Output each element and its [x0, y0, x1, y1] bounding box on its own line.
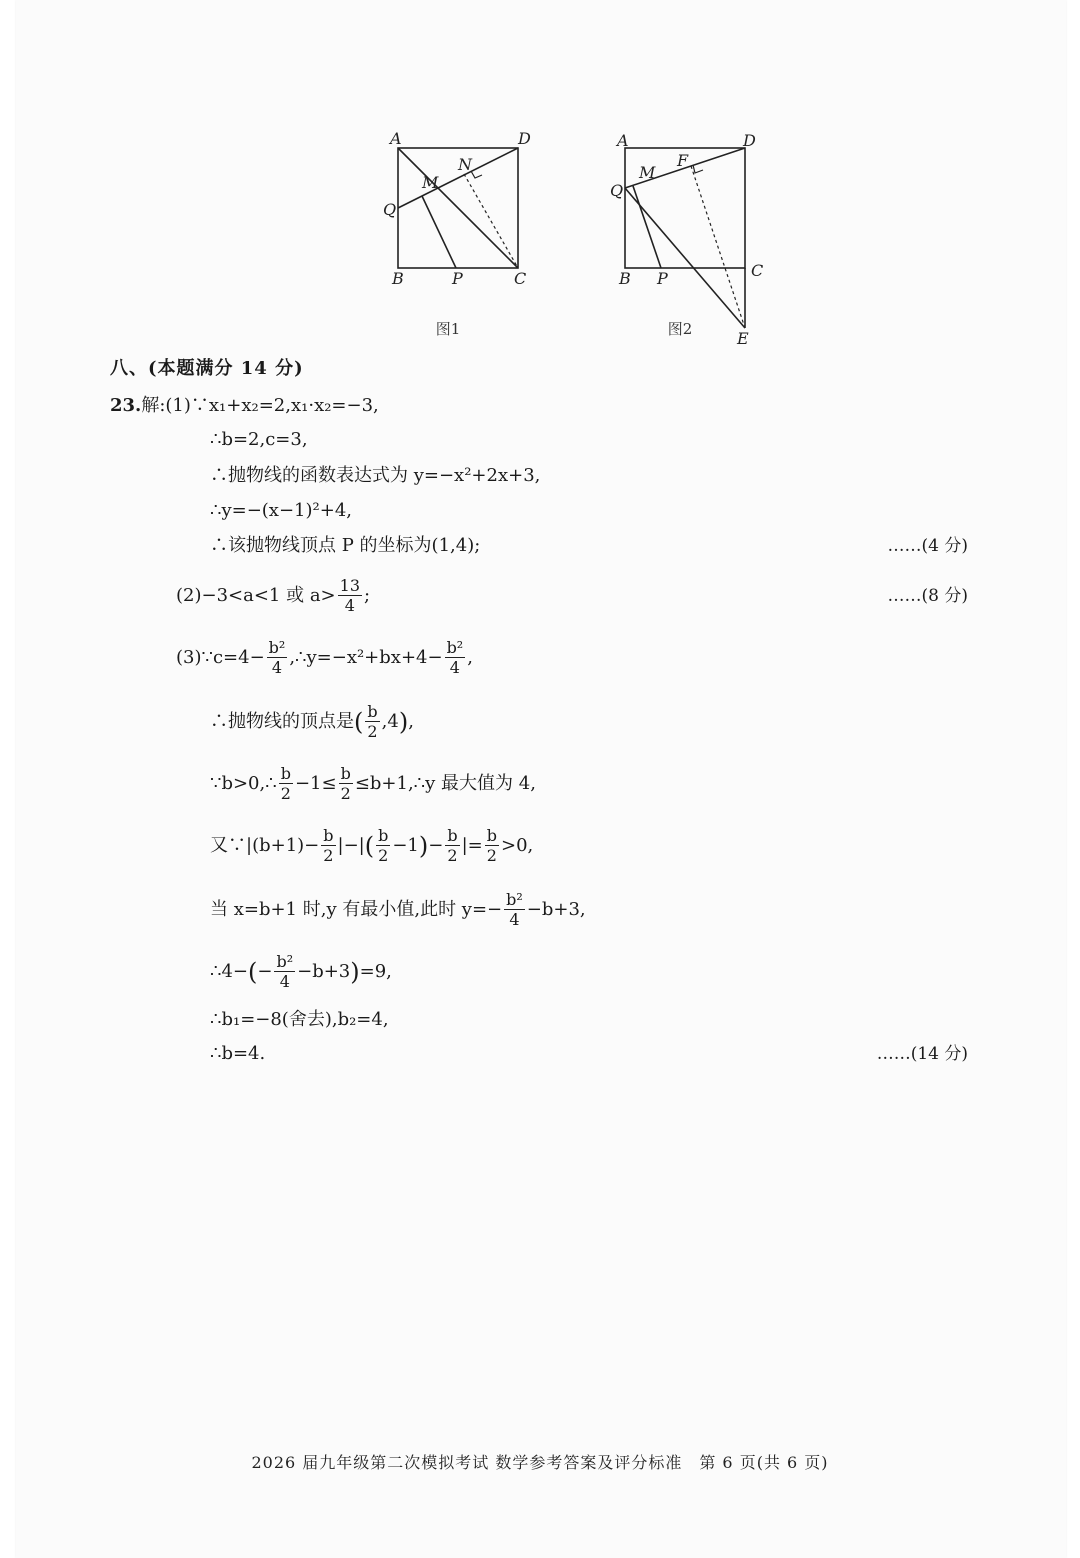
frac-den: 2 — [447, 846, 458, 865]
frac-num: b² — [268, 638, 286, 657]
figure-1 — [378, 120, 538, 290]
frac-num: 13 — [339, 576, 360, 595]
fraction-b2-4 — [274, 954, 295, 990]
score-part3: ……(14 分) — [876, 1044, 968, 1064]
frac-num: b — [323, 826, 334, 845]
frac-den: 2 — [378, 846, 389, 865]
frac-num: b — [280, 764, 291, 783]
part3-line-1 — [176, 640, 473, 676]
p3-b: ,∴y=−x²+bx+4− — [289, 647, 443, 668]
r3-a: 当 x=b+1 时,y 有最小值,此时 y=− — [210, 899, 503, 920]
figure-2-caption: 图2 — [667, 320, 693, 338]
fig2-label-b: B — [619, 269, 631, 288]
r2-f: >0, — [501, 835, 534, 856]
fig2-label-p: P — [657, 269, 668, 288]
section-title: 八、(本题满分 14 分) — [110, 358, 304, 379]
frac-den: 2 — [340, 784, 351, 803]
part3-line-2: ∴抛物线的顶点是( $\frac{b}{2}$ ,4), — [210, 702, 414, 741]
frac-num: b — [447, 826, 458, 845]
part2-text: (2)−3<a<1 或 a> — [176, 585, 336, 606]
fig2-label-m: M — [639, 163, 656, 182]
part1-line-4: ∴y=−(x−1)²+4, — [210, 500, 352, 521]
fraction-b-2 — [376, 828, 390, 864]
fraction-b-2 — [485, 828, 499, 864]
frac-num: b² — [446, 638, 464, 657]
part2-line — [176, 578, 370, 614]
figure-2 — [605, 120, 775, 350]
fraction-b-2 — [339, 766, 353, 802]
fig2-label-f: F — [677, 151, 689, 170]
fig1-label-q: Q — [383, 200, 397, 219]
r4-a: ∴4− — [210, 961, 248, 982]
fig2-label-a: A — [617, 131, 629, 150]
fig1-label-a: A — [390, 129, 402, 148]
frac-den: 2 — [280, 784, 291, 803]
fig1-label-p: P — [452, 269, 463, 288]
v-b: ,4 — [381, 711, 399, 732]
answer-page — [16, 0, 1066, 1558]
part3-line-7: ∴b₁=−8(舍去),b₂=4, — [210, 1009, 389, 1030]
fig1-label-b: B — [392, 269, 404, 288]
r1-a: ∵b>0,∴ — [210, 773, 277, 794]
frac-den: 2 — [323, 846, 334, 865]
r2-e: |= — [461, 835, 483, 856]
fraction-b2-4 — [267, 640, 288, 676]
page-footer: 2026 届九年级第二次模拟考试 数学参考答案及评分标准 第 6 页(共 6 页) — [251, 1453, 829, 1472]
frac-num: b² — [276, 952, 294, 971]
frac-num: b — [340, 764, 351, 783]
frac-den: 4 — [449, 658, 460, 677]
part3-line-8: ∴b=4. — [210, 1043, 266, 1064]
part1-line-2: ∴b=2,c=3, — [210, 429, 308, 450]
r2-a: 又∵|(b+1)− — [210, 835, 320, 856]
frac-num: b — [378, 826, 389, 845]
solve-label: 解: — [141, 395, 166, 416]
fraction-b2-4 — [504, 892, 525, 928]
r1-b: −1≤ — [294, 773, 337, 794]
part3-line-3 — [210, 766, 536, 802]
r4-d: =9, — [359, 961, 392, 982]
part1-line-1: ∵x₁+x₂=2,x₁·x₂=−3, — [190, 395, 379, 416]
r2-d: − — [428, 835, 444, 856]
frac-num: b — [486, 826, 498, 845]
fraction-b-2 — [321, 828, 335, 864]
frac-den: 2 — [486, 846, 497, 865]
v-c: , — [408, 711, 414, 732]
part3-line-6: ∴4−(− $\frac{\text{b²}}{4}$ −b+3)=9, — [210, 952, 392, 991]
problem-23-line-1 — [110, 392, 379, 420]
frac-den: 4 — [271, 658, 283, 677]
r2-c: −1 — [392, 835, 419, 856]
fraction-b-2 — [445, 828, 459, 864]
r4-b: − — [257, 961, 273, 982]
fig1-label-n: N — [458, 155, 472, 174]
part1-tag: (1) — [165, 395, 191, 416]
part3-line-5 — [210, 892, 586, 928]
fig2-label-d: D — [743, 131, 756, 150]
fig2-label-q: Q — [610, 181, 624, 200]
fig2-label-c: C — [751, 261, 764, 280]
problem-number: 23. — [110, 395, 142, 416]
fig1-label-d: D — [518, 129, 531, 148]
fraction-b-2 — [279, 766, 293, 802]
frac-den: 4 — [344, 596, 355, 615]
r4-c: −b+3 — [297, 961, 351, 982]
score-part1: ……(4 分) — [887, 536, 968, 556]
score-part2: ……(8 分) — [887, 586, 968, 606]
part2-end: ; — [364, 585, 371, 606]
fraction-b2-4 — [445, 640, 466, 676]
frac-den: 4 — [509, 910, 520, 929]
v-a: ∴抛物线的顶点是 — [210, 711, 354, 732]
fig1-label-c: C — [514, 269, 527, 288]
part1-line-3: ∴抛物线的函数表达式为 y=−x²+2x+3, — [210, 465, 541, 486]
r2-b: |−| — [337, 835, 365, 856]
frac-num: b — [367, 702, 378, 721]
frac-den: 2 — [367, 722, 378, 741]
r1-c: ≤b+1,∴y 最大值为 4, — [354, 773, 536, 794]
figure-1-caption: 图1 — [435, 320, 461, 338]
frac-num: b² — [506, 890, 523, 909]
p3-c: , — [467, 647, 473, 668]
fraction-13-4 — [338, 578, 362, 614]
frac-den: 4 — [279, 972, 290, 991]
fig2-label-e: E — [737, 329, 749, 348]
fraction-b-2 — [365, 704, 379, 740]
fig1-label-m: M — [422, 173, 439, 192]
p3-a: (3)∵c=4− — [176, 647, 265, 668]
r3-b: −b+3, — [526, 899, 586, 920]
part3-line-4: 又∵|(b+1)− $\frac{b}{2}$ |−|( $\frac{b}{2}$ −1)− $\frac{b}{2}$ |= $\frac{b}{2}$ >0, — [210, 826, 534, 865]
part1-line-5: ∴该抛物线顶点 P 的坐标为(1,4); — [210, 535, 481, 556]
